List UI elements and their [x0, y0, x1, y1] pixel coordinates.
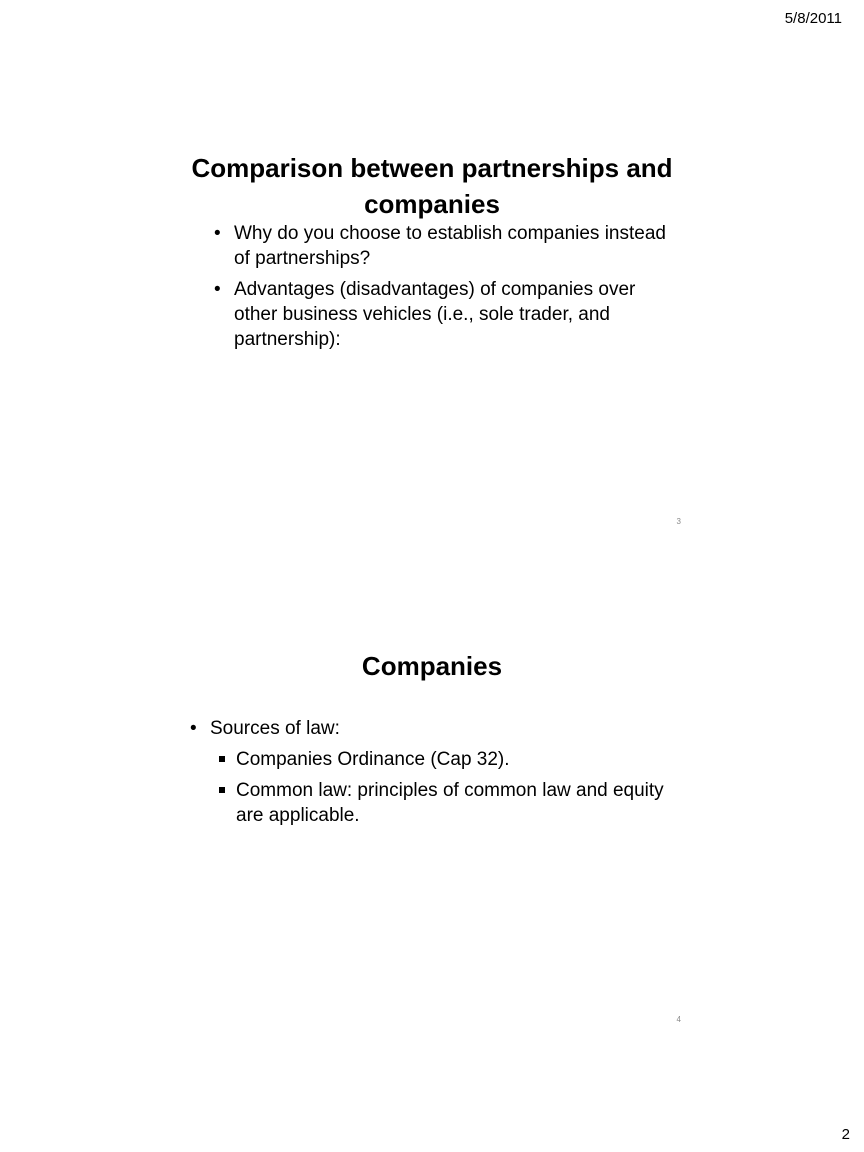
slide-title: Companies: [361, 651, 503, 681]
slide-title: Comparison between partnerships and companies: [191, 153, 673, 219]
sub-bullet-item: Common law: principles of common law and equity are applicable.: [211, 778, 675, 828]
bullet-list: [185, 716, 675, 834]
slide-number: 4: [676, 1015, 681, 1024]
page-date: 5/8/2011: [784, 10, 842, 27]
bullet-list: [209, 221, 679, 358]
bullet-item: [185, 716, 675, 741]
slide-number: 3: [676, 517, 681, 526]
sub-bullet-list: [185, 747, 675, 828]
page-number: 2: [841, 1126, 850, 1143]
slide-4: [173, 648, 691, 1036]
bullet-text: Sources of law:: [210, 718, 340, 739]
sub-bullet-item: Companies Ordinance (Cap 32).: [211, 747, 675, 772]
slide-3: [173, 150, 691, 538]
bullet-item: • Why do you choose to establish companies instead of partnerships?: [209, 221, 679, 271]
bullet-item: • Advantages (disadvantages) of companies over other business vehicles (i.e., sole trader, and partnership):: [209, 277, 679, 352]
